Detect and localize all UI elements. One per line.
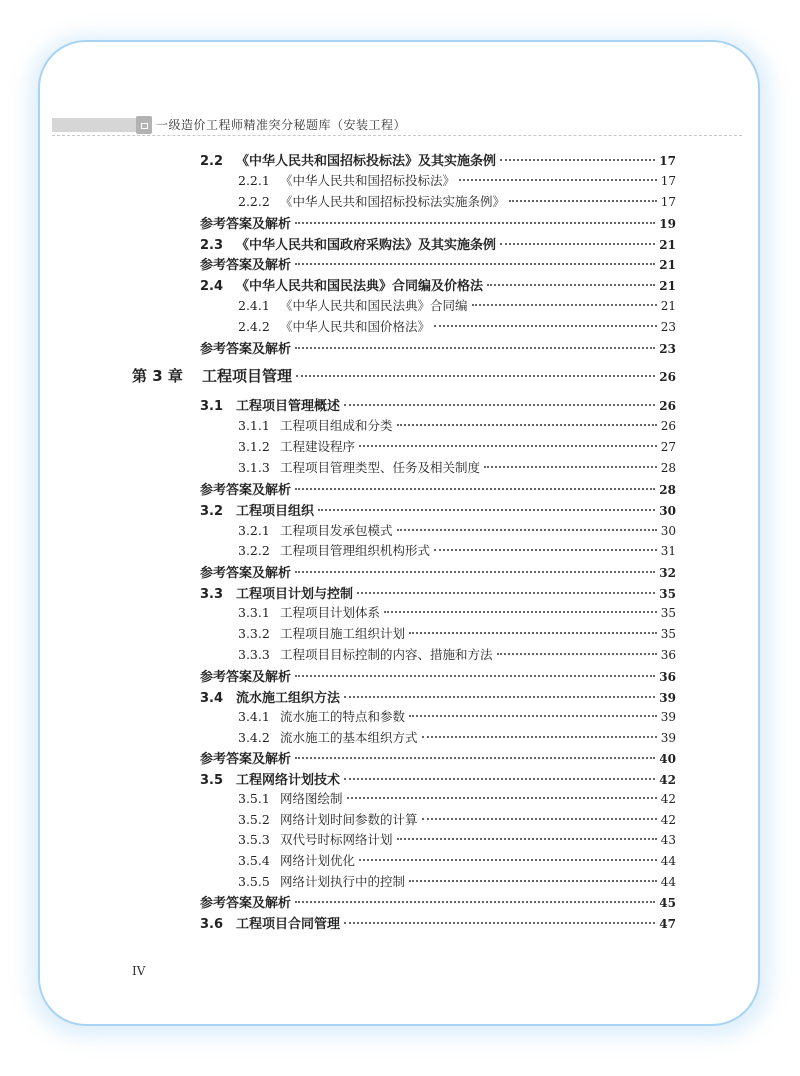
toc-entry-title: 网络计划时间参数的计算 — [280, 812, 418, 827]
toc-leader-dots — [434, 325, 657, 327]
toc-entry-number: 3.5.3 — [238, 832, 270, 847]
toc-leader-dots — [497, 653, 657, 655]
toc-page-number: 30 — [659, 504, 676, 518]
toc-entry-number: 3.5 — [200, 773, 224, 788]
toc-entry-title: 参考答案及解析 — [200, 896, 292, 911]
toc-entry-title: 工程项目合同管理 — [236, 917, 341, 932]
toc-page-number: 42 — [660, 792, 676, 806]
toc-entry-number: 2.3 — [200, 238, 224, 253]
toc-entry[interactable] — [200, 892, 676, 911]
toc-leader-dots — [509, 200, 657, 202]
toc-entry-number: 3.5.4 — [238, 853, 270, 868]
toc-entry-number: 3.3.3 — [238, 647, 270, 662]
toc-page-number: 19 — [659, 217, 676, 231]
toc-page-number: 43 — [660, 833, 676, 847]
toc-page-number: 42 — [659, 773, 676, 787]
toc-entry-title: 流水施工的特点和参数 — [280, 709, 406, 724]
toc-entry-number: 2.2.1 — [238, 173, 270, 188]
toc-entry-title: 网络计划执行中的控制 — [280, 874, 406, 889]
toc-leader-dots — [500, 159, 655, 161]
toc-leader-dots — [397, 838, 657, 840]
toc-entry[interactable] — [238, 192, 676, 210]
toc-entry-title: 参考答案及解析 — [200, 566, 292, 581]
toc-entry[interactable] — [238, 521, 676, 539]
toc-leader-dots — [357, 592, 655, 594]
toc-page-number: 26 — [660, 419, 676, 433]
toc-entry[interactable] — [200, 338, 676, 357]
toc-entry[interactable] — [238, 810, 676, 828]
toc-page-number: 35 — [660, 627, 676, 641]
toc-leader-dots — [295, 222, 655, 224]
toc-entry[interactable] — [238, 541, 676, 559]
toc-entry[interactable] — [238, 645, 676, 663]
toc-entry[interactable] — [200, 254, 676, 273]
toc-page-number: 40 — [659, 752, 676, 766]
toc-page-number: 26 — [659, 370, 676, 384]
toc-page-number: 44 — [660, 875, 676, 889]
toc-entry-title: 《中华人民共和国民法典》合同编 — [280, 298, 468, 313]
toc-leader-dots — [344, 696, 655, 698]
toc-entry-number: 2.2 — [200, 154, 224, 169]
toc-entry-number: 3.4 — [200, 691, 224, 706]
toc-entry-title: 工程项目施工组织计划 — [280, 626, 406, 641]
toc-entry[interactable] — [200, 687, 676, 706]
toc-entry-number: 3.5.5 — [238, 874, 270, 889]
toc-entry[interactable] — [238, 416, 676, 434]
toc-entry-title: 工程项目组织 — [236, 504, 315, 519]
toc-page-number: 45 — [659, 896, 676, 910]
toc-entry[interactable] — [238, 830, 676, 848]
toc-entry-number: 3.1.1 — [238, 418, 270, 433]
toc-entry-title: 工程项目管理概述 — [236, 399, 341, 414]
toc-entry-number: 3.1 — [200, 399, 224, 414]
header-title: 一级造价工程师精准突分秘题库（安装工程） — [156, 118, 407, 132]
toc-entry[interactable] — [238, 437, 676, 455]
toc-entry[interactable] — [200, 150, 676, 169]
toc-page-number: 32 — [659, 566, 676, 580]
toc-entry-number: 3.5.1 — [238, 791, 270, 806]
toc-entry-title: 参考答案及解析 — [200, 483, 292, 498]
toc-leader-dots — [422, 818, 657, 820]
toc-leader-dots — [500, 243, 655, 245]
toc-page-number: 28 — [659, 483, 676, 497]
toc-page-number: 23 — [660, 320, 676, 334]
toc-entry[interactable] — [200, 234, 676, 253]
toc-entry-number: 3.1.2 — [238, 439, 270, 454]
toc-leader-dots — [344, 922, 655, 924]
toc-entry-title: 参考答案及解析 — [200, 342, 292, 357]
toc-entry-title: 工程项目管理类型、任务及相关制度 — [280, 460, 481, 475]
toc-entry-number: 3.1.3 — [238, 460, 270, 475]
toc-leader-dots — [295, 488, 655, 490]
toc-leader-dots — [459, 179, 657, 181]
toc-entry-title: 参考答案及解析 — [200, 217, 292, 232]
toc-page-number: 36 — [660, 648, 676, 662]
toc-page-number: 39 — [659, 691, 676, 705]
toc-page-number: 39 — [660, 731, 676, 745]
toc-entry-number: 3.5.2 — [238, 812, 270, 827]
toc-leader-dots — [318, 509, 655, 511]
page-card — [38, 40, 760, 1026]
toc-entry[interactable] — [238, 603, 676, 621]
toc-page-number: 31 — [660, 544, 676, 558]
toc-leader-dots — [409, 715, 657, 717]
toc-page-number: 21 — [659, 238, 676, 252]
toc-entry-number: 3.6 — [200, 917, 224, 932]
toc-entry-number: 3.3 — [200, 587, 224, 602]
toc-entry-number: 2.4.1 — [238, 298, 270, 313]
page-number: IV — [132, 964, 146, 978]
toc-leader-dots — [384, 611, 657, 613]
toc-leader-dots — [295, 901, 655, 903]
toc-leader-dots — [422, 736, 657, 738]
toc-entry-number: 3.3.1 — [238, 605, 270, 620]
toc-leader-dots — [295, 757, 655, 759]
toc-leader-dots — [295, 347, 655, 349]
toc-entry[interactable] — [200, 913, 676, 932]
toc-entry[interactable] — [238, 872, 676, 890]
toc-entry[interactable] — [238, 851, 676, 869]
toc-leader-dots — [344, 404, 655, 406]
toc-leader-dots — [344, 778, 655, 780]
toc-entry-number: 2.4 — [200, 279, 224, 294]
toc-entry[interactable] — [200, 583, 676, 602]
toc-entry-title: 《中华人民共和国政府采购法》及其实施条例 — [236, 238, 497, 253]
toc-page-number: 26 — [659, 399, 676, 413]
toc-page-number: 23 — [659, 342, 676, 356]
toc-entry-title: 网络图绘制 — [280, 791, 343, 806]
toc-page-number: 21 — [660, 299, 676, 313]
toc-page-number: 17 — [659, 154, 676, 168]
toc-entry-title: 工程项目计划体系 — [280, 605, 381, 620]
toc-entry[interactable] — [200, 769, 676, 788]
toc-entry-title: 参考答案及解析 — [200, 670, 292, 685]
toc-entry-title: 工程项目计划与控制 — [236, 587, 354, 602]
toc-leader-dots — [295, 571, 655, 573]
toc-leader-dots — [295, 675, 655, 677]
toc-page-number: 39 — [660, 710, 676, 724]
toc-leader-dots — [359, 859, 657, 861]
toc-entry[interactable] — [238, 624, 676, 642]
toc-entry-title: 工程项目目标控制的内容、措施和方法 — [280, 647, 493, 662]
toc-entry-number: 3.4.2 — [238, 730, 270, 745]
toc-entry-number: 2.2.2 — [238, 194, 270, 209]
toc-page-number: 35 — [660, 606, 676, 620]
toc-page-number: 21 — [659, 258, 676, 272]
toc-entry-title: 参考答案及解析 — [200, 752, 292, 767]
toc-entry[interactable] — [238, 458, 676, 476]
toc-entry-title: 工程项目管理 — [202, 367, 293, 385]
toc-page-number: 47 — [659, 917, 676, 931]
toc-entry[interactable] — [238, 707, 676, 725]
toc-entry-title: 《中华人民共和国招标投标法实施条例》 — [280, 194, 506, 209]
table-of-contents — [40, 42, 760, 1026]
toc-entry-title: 《中华人民共和国民法典》合同编及价格法 — [236, 279, 484, 294]
toc-page-number: 17 — [660, 195, 676, 209]
toc-entry-title: 工程建设程序 — [280, 439, 356, 454]
toc-entry-title: 《中华人民共和国招标投标法》及其实施条例 — [236, 154, 497, 169]
toc-entry[interactable] — [200, 562, 676, 581]
toc-leader-dots — [434, 549, 657, 551]
toc-entry-title: 网络计划优化 — [280, 853, 356, 868]
toc-entry-title: 工程网络计划技术 — [236, 773, 341, 788]
toc-entry-title: 工程项目组成和分类 — [280, 418, 393, 433]
toc-entry[interactable] — [200, 275, 676, 294]
toc-page-number: 21 — [659, 279, 676, 293]
toc-entry[interactable] — [238, 317, 676, 335]
toc-entry[interactable] — [132, 365, 676, 386]
toc-leader-dots — [296, 375, 655, 377]
toc-page-number: 36 — [659, 670, 676, 684]
toc-entry-number: 第 3 章 — [132, 367, 183, 385]
toc-leader-dots — [397, 424, 657, 426]
toc-page-number: 44 — [660, 854, 676, 868]
toc-entry[interactable] — [200, 213, 676, 232]
toc-leader-dots — [347, 797, 657, 799]
toc-entry-title: 流水施工的基本组织方式 — [280, 730, 418, 745]
toc-page-number: 30 — [660, 524, 676, 538]
toc-entry-number: 3.4.1 — [238, 709, 270, 724]
toc-entry-title: 工程项目管理组织机构形式 — [280, 543, 431, 558]
toc-leader-dots — [487, 284, 655, 286]
toc-entry-title: 工程项目发承包模式 — [280, 523, 393, 538]
toc-entry[interactable] — [238, 728, 676, 746]
toc-leader-dots — [397, 529, 657, 531]
toc-entry-number: 2.4.2 — [238, 319, 270, 334]
toc-entry-title: 参考答案及解析 — [200, 258, 292, 273]
toc-entry-number: 3.3.2 — [238, 626, 270, 641]
toc-page-number: 42 — [660, 813, 676, 827]
toc-page-number: 17 — [660, 174, 676, 188]
toc-entry-title: 双代号时标网络计划 — [280, 832, 393, 847]
toc-entry[interactable] — [200, 500, 676, 519]
toc-entry[interactable] — [200, 479, 676, 498]
toc-page-number: 27 — [660, 440, 676, 454]
toc-leader-dots — [295, 263, 655, 265]
toc-leader-dots — [484, 466, 657, 468]
toc-entry[interactable] — [200, 666, 676, 685]
toc-page-number: 28 — [660, 461, 676, 475]
toc-leader-dots — [359, 445, 657, 447]
toc-entry-number: 3.2.2 — [238, 543, 270, 558]
toc-leader-dots — [409, 880, 657, 882]
toc-page-number: 35 — [659, 587, 676, 601]
toc-entry[interactable] — [200, 395, 676, 414]
toc-entry[interactable] — [238, 171, 676, 189]
toc-leader-dots — [472, 304, 657, 306]
toc-entry[interactable] — [238, 789, 676, 807]
toc-entry-title: 《中华人民共和国价格法》 — [280, 319, 431, 334]
toc-entry[interactable] — [200, 748, 676, 767]
toc-entry-number: 3.2 — [200, 504, 224, 519]
toc-entry-title: 《中华人民共和国招标投标法》 — [280, 173, 456, 188]
toc-leader-dots — [409, 632, 657, 634]
toc-entry-number: 3.2.1 — [238, 523, 270, 538]
toc-entry-title: 流水施工组织方法 — [236, 691, 341, 706]
toc-entry[interactable] — [238, 296, 676, 314]
